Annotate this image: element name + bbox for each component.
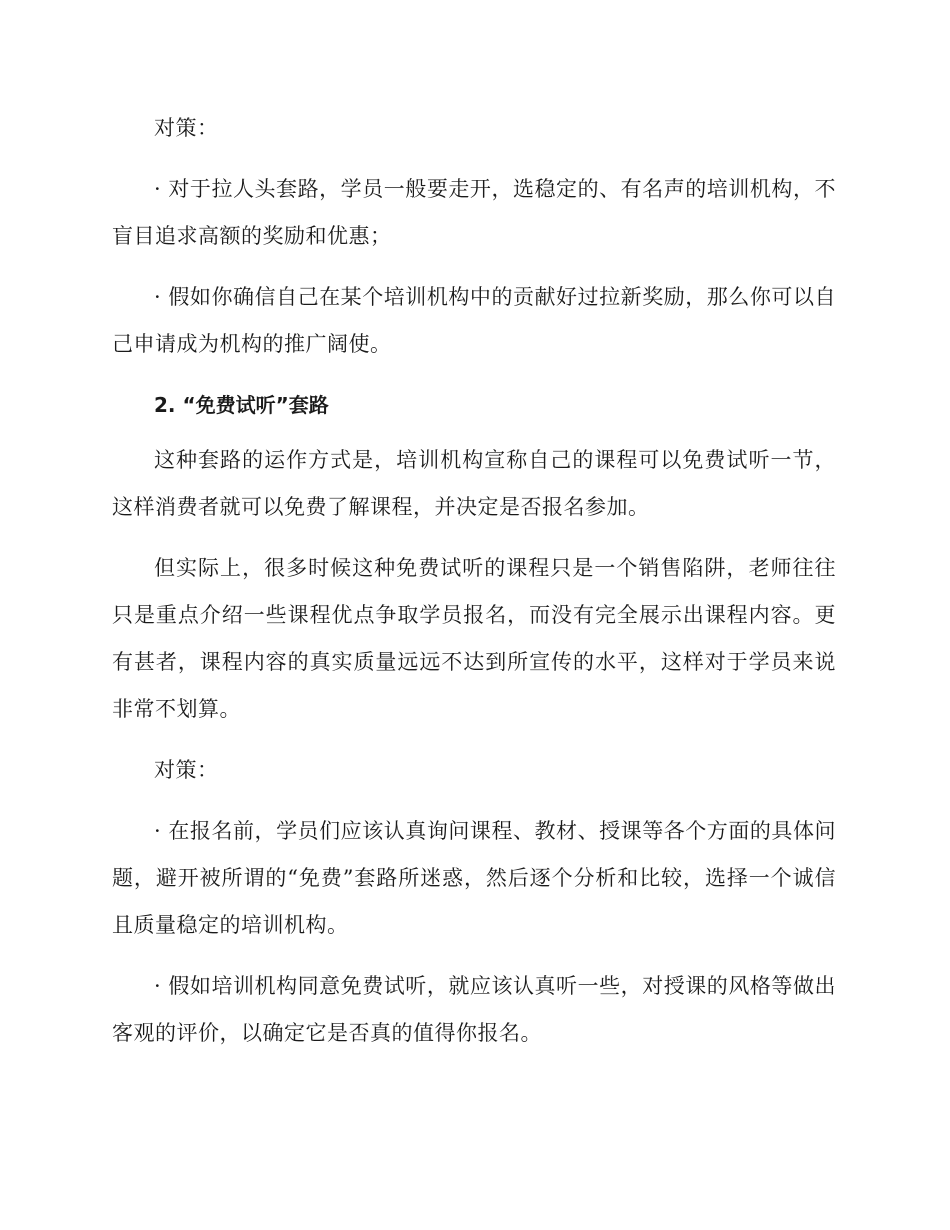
document-body [112, 105, 836, 1071]
body-paragraph: 这种套路的运作方式是，培训机构宣称自己的课程可以免费试听一节，这样消费者就可以免费了解课程，并决定是否报名参加。 [112, 448, 836, 519]
bullet-paragraph: · 在报名前，学员们应该认真询问课程、教材、授课等各个方面的具体问题，避开被所谓的“免费”套路所迷惑，然后逐个分析和比较，选择一个诚信且质量稳定的培训机构。 [112, 819, 836, 937]
bullet-paragraph: · 对于拉人头套路，学员一般要走开，选稳定的、有名声的培训机构，不盲目追求高额的奖励和优惠； [112, 177, 836, 248]
countermeasure-label: 对策： [154, 758, 219, 782]
bullet-paragraph: · 假如你确信自己在某个培训机构中的贡献好过拉新奖励，那么你可以自己申请成为机构的推广阔使。 [112, 285, 836, 356]
body-paragraph: 但实际上，很多时候这种免费试听的课程只是一个销售陷阱，老师往往只是重点介绍一些课程优点争取学员报名，而没有完全展示出课程内容。更有甚者，课程内容的真实质量远远不达到所宣传的水平，这样对于学员来说非常不划算。 [112, 556, 836, 721]
countermeasure-label: 对策： [154, 116, 219, 140]
bullet-paragraph: · 假如培训机构同意免费试听，就应该认真听一些，对授课的风格等做出客观的评价，以确定它是否真的值得你报名。 [112, 974, 836, 1045]
section-heading: 2. “免费试听”套路 [154, 393, 329, 417]
